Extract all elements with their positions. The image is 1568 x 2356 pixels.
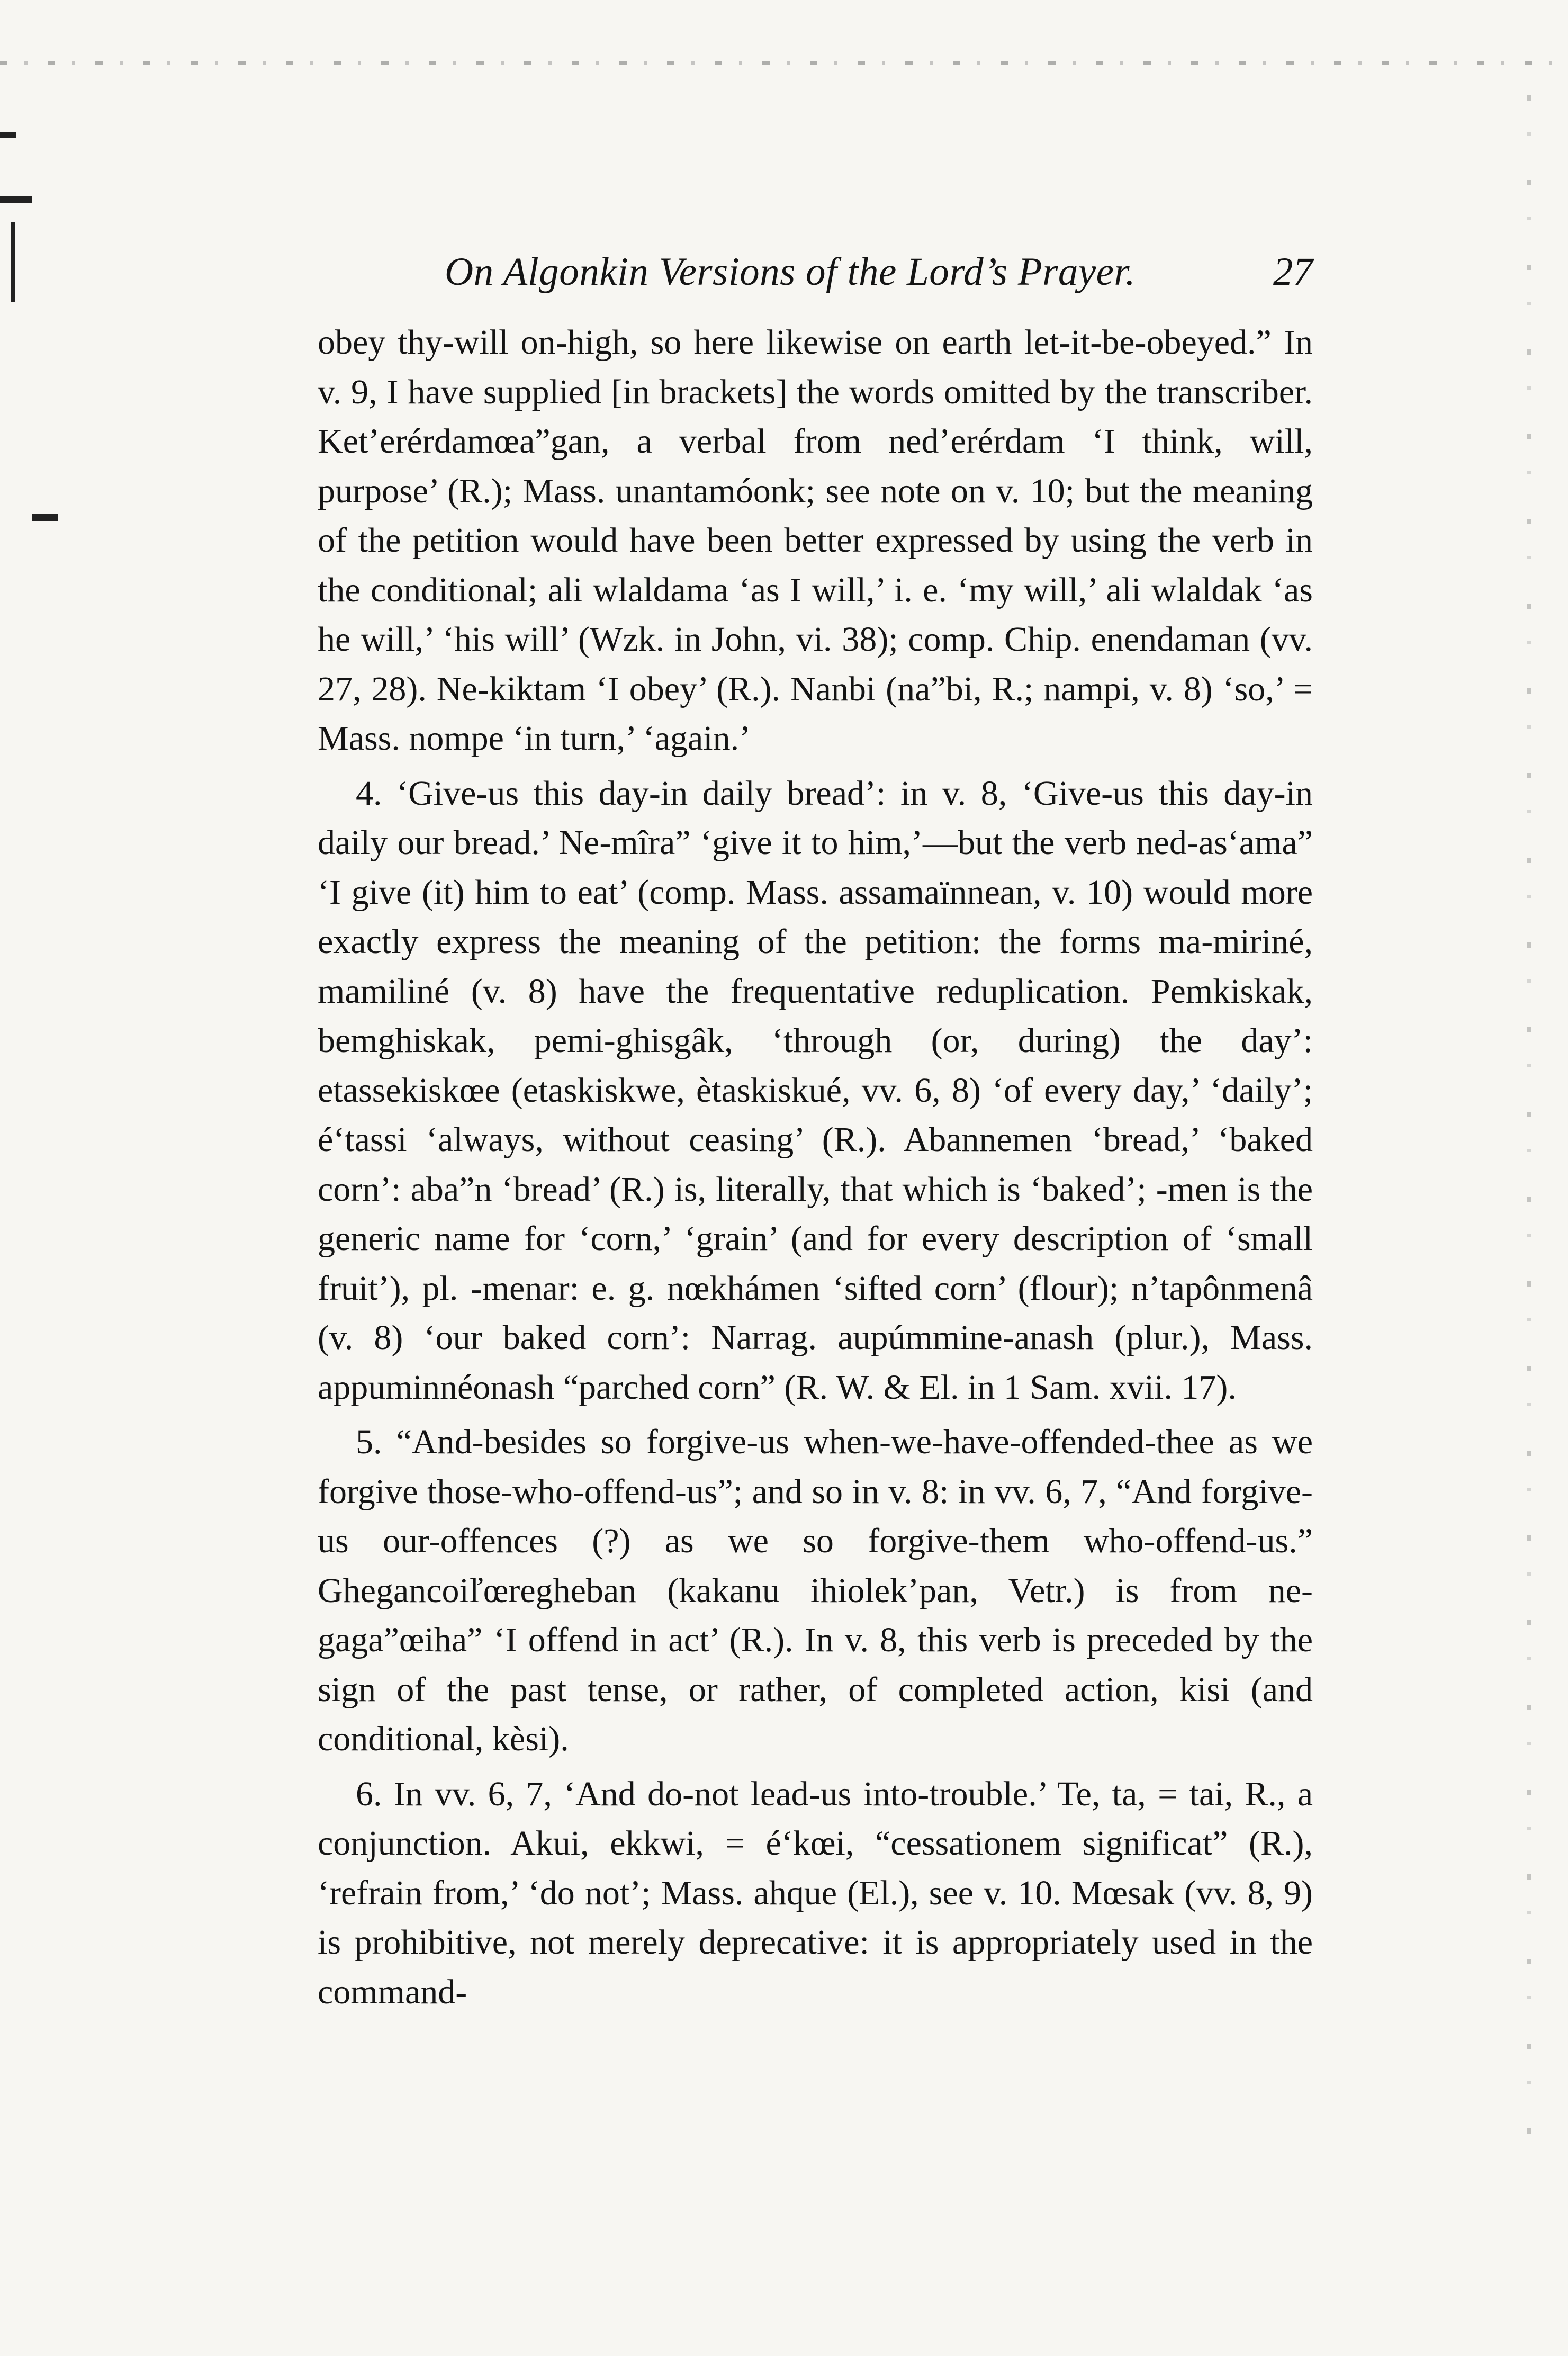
paragraph-section-5: 5. “And-besides so forgive-us when-we-have-offended-thee as we forgive those-who-offend-us”; and so in v. 8: in vv. 6, 7, “And forgive-us our-offences (?) as we so forgive-them who-offend-us.” Ghegancoiľœregheban (kakanu ihiolek’pan, Vetr.) is from ne-gaga”œiha” ‘I offend in act’ (R.). In v. 8, this verb is preceded by the sign of the past tense, or rather, of completed action, kisi (and conditional, kèsi). [318,1423,1313,1758]
margin-mark [11,222,15,302]
margin-mark [0,196,32,203]
margin-mark [0,132,16,138]
paragraph-section-4: 4. ‘Give-us this day-in daily bread’: in v. 8, ‘Give-us this day-in daily our bread.’ Ne-mîra” ‘give it to him,’—but the verb ned-as‘ama” ‘I give (it) him to eat’ (comp. Mass. assamaïnnean, v. 10) would more exactly express the meaning of the petition: the forms ma-miriné, mamiliné (v. 8) have the frequentative reduplication. Pemkiskak, bemghiskak, pemi-ghisgâk, ‘through (or, during) the day’: etassekiskœe (etaskiskwe, ètaskiskué, vv. 6, 8) ‘of every day,’ ‘daily’; é‘tassi ‘always, without ceasing’ (R.). Abannemen ‘bread,’ ‘baked corn’: aba”n ‘bread’ (R.) is, literally, that which is ‘baked’; -men is the generic name for ‘corn,’ ‘grain’ (and for every description of ‘small fruit’), pl. -menar: e. g. nœkhámen ‘sifted corn’ (flour); n’tapônmenâ (v. 8) ‘our baked corn’: Narrag. aupúmmine-anash (plur.), Mass. appuminnéonash “parched corn” (R. W. & El. in 1 Sam. xvii. 17). [318,774,1313,1407]
running-title: On Algonkin Versions of the Lord’s Prayer. [445,250,1136,294]
paragraph-gap [318,763,1313,769]
paragraph-gap [318,1764,1313,1769]
paragraph-section-6: 6. In vv. 6, 7, ‘And do-not lead-us into-trouble.’ Te, ta, = tai, R., a conjunction. Akui, ekkwi, = é‘kœi, “cessationem significat” (R.), ‘refrain from,’ ‘do not’; Mass. ahque (El.), see v. 10. Mœsak (vv. 8, 9) is prohibitive, not merely deprecative: it is appropriately used in the command- [318,1774,1313,2011]
page-header [318,246,1313,304]
page-number: 27 [1273,250,1313,294]
body-text [318,318,1313,2017]
page-right-edge-speckle [1527,95,1531,2160]
margin-mark [32,514,58,521]
paragraph-gap [318,1412,1313,1417]
page-top-edge-speckle [0,61,1568,65]
paragraph-continued: obey thy-will on-high, so here likewise on earth let-it-be-obeyed.” In v. 9, I have supplied [in brackets] the words omitted by the transcriber. Ket’erérdamœa”gan, a verbal from ned’erérdam ‘I think, will, purpose’ (R.); Mass. unantamóonk; see note on v. 10; but the meaning of the petition would have been better expressed by using the verb in the conditional; ali wlaldama ‘as I will,’ i. e. ‘my will,’ ali wlaldak ‘as he will,’ ‘his will’ (Wzk. in John, vi. 38); comp. Chip. enendaman (vv. 27, 28). Ne-kiktam ‘I obey’ (R.). Nanbi (na”bi, R.; nampi, v. 8) ‘so,’ = Mass. nompe ‘in turn,’ ‘again.’ [318,323,1313,758]
